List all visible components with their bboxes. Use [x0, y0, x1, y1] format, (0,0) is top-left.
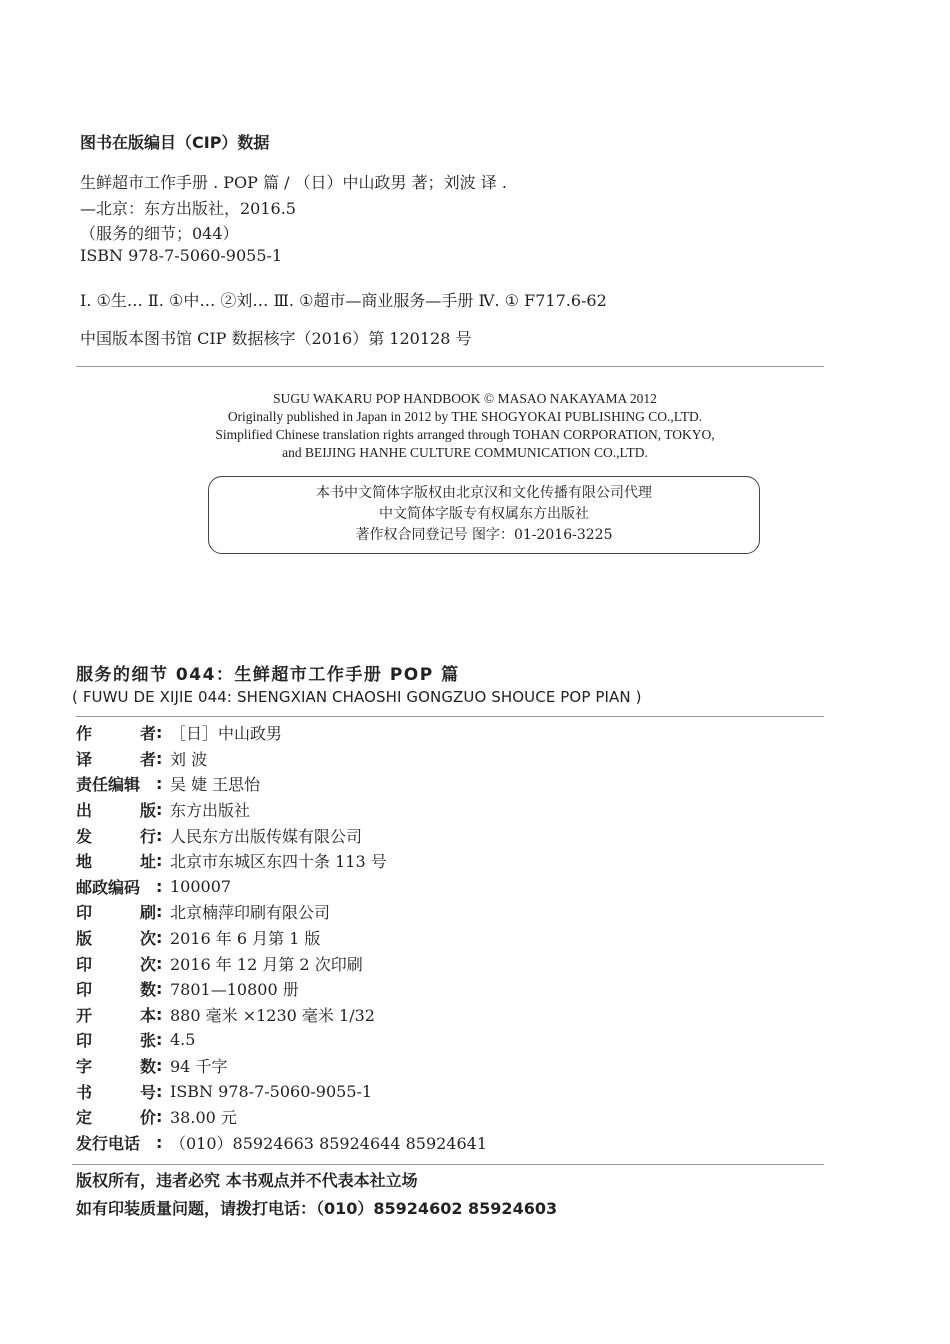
spec-label-char: 数	[139, 980, 156, 1000]
spec-label-char: 次	[139, 954, 156, 974]
rights-box	[208, 476, 760, 554]
cip-line: （服务的细节；044）	[80, 224, 239, 243]
cip-heading: 图书在版编目（CIP）数据	[80, 133, 270, 152]
spec-value: 刘 波	[170, 749, 208, 769]
spec-value: 100007	[170, 876, 232, 896]
rights-line: 著作权合同登记号 图字：01-2016-3225	[355, 527, 613, 543]
spec-value: 2016 年 6 月第 1 版	[170, 929, 321, 949]
spec-label	[76, 926, 156, 949]
copyright-english	[170, 390, 760, 462]
spec-row: 书 号 : ISBN 978-7-5060-9055-1	[76, 1081, 373, 1102]
divider	[72, 1164, 824, 1165]
spec-row: 开 本 : 880 毫米 ×1230 毫米 1/32	[76, 1004, 375, 1025]
spec-label-char: 开	[76, 1005, 93, 1025]
spec-value: （010）85924663 85924644 85924641	[170, 1133, 488, 1153]
spec-label-char: 版	[139, 801, 156, 821]
spec-value: 吴 婕 王思怡	[170, 775, 261, 795]
spec-label-char: 刷	[139, 903, 156, 923]
spec-row: 印 刷 : 北京楠萍印刷有限公司	[76, 902, 331, 923]
spec-value: 2016 年 12 月第 2 次印刷	[170, 954, 363, 974]
spec-label-char: 者	[139, 749, 156, 769]
spec-label-char: 号	[139, 1082, 156, 1102]
spec-label	[76, 1105, 156, 1128]
spec-label	[76, 1003, 156, 1026]
book-title: 服务的细节 044：生鲜超市工作手册 POP 篇	[76, 665, 460, 685]
spec-label	[76, 721, 156, 744]
spec-label-char: 次	[139, 929, 156, 949]
spec-row: 印 张 : 4.5	[76, 1030, 196, 1051]
divider	[76, 716, 824, 717]
spec-label-char: 书	[76, 1082, 93, 1102]
spec-label	[76, 1054, 156, 1077]
spec-label-char: 行	[139, 826, 156, 846]
spec-row: 责任编辑 : 吴 婕 王思怡	[76, 774, 261, 795]
spec-label	[76, 900, 156, 923]
spec-label: 发行电话	[76, 1133, 141, 1153]
spec-label	[76, 1080, 156, 1103]
notice-rights: 版权所有，违者必究 本书观点并不代表本社立场	[76, 1171, 418, 1190]
spec-value: 北京楠萍印刷有限公司	[170, 903, 331, 923]
rights-line: 中文简体字版专有权属东方出版社	[379, 506, 589, 522]
cip-line: 生鲜超市工作手册 . POP 篇 / （日）中山政男 著；刘波 译 .	[80, 173, 507, 192]
notice-quality: 如有印装质量问题，请拨打电话：（010）85924602 85924603	[76, 1199, 558, 1218]
spec-label-char: 地	[76, 852, 93, 872]
spec-value: 东方出版社	[170, 801, 251, 821]
spec-label	[76, 1028, 156, 1051]
cip-line: —北京：东方出版社，2016.5	[80, 199, 296, 218]
spec-label-char: 印	[76, 980, 93, 1000]
spec-row: 地 址 : 北京市东城区东四十条 113 号	[76, 851, 387, 872]
spec-label: 邮政编码	[76, 877, 141, 897]
spec-row: 发 行 : 人民东方出版传媒有限公司	[76, 825, 363, 846]
spec-label	[76, 747, 156, 770]
spec-label: 责任编辑	[76, 775, 141, 795]
spec-label-char: 作	[76, 724, 93, 744]
spec-label-char: 者	[139, 724, 156, 744]
spec-label	[76, 977, 156, 1000]
spec-label	[76, 824, 156, 847]
spec-value: 7801—10800 册	[170, 980, 299, 1000]
spec-value: ［日］中山政男	[170, 724, 283, 744]
spec-label-char: 字	[76, 1057, 93, 1077]
spec-value: 38.00 元	[170, 1108, 237, 1128]
book-pinyin: ( FUWU DE XIJIE 044: SHENGXIAN CHAOSHI GONGZUO SHOUCE POP PIAN )	[72, 688, 642, 706]
cip-classification: Ⅰ. ①生… Ⅱ. ①中… ②刘… Ⅲ. ①超市—商业服务—手册 Ⅳ. ① F717.6-62	[80, 291, 607, 310]
spec-row: 出 版 : 东方出版社	[76, 800, 251, 821]
spec-row: 定 价 : 38.00 元	[76, 1107, 237, 1128]
spec-row: 邮政编码 : 100007	[76, 876, 232, 897]
spec-label-char: 定	[76, 1108, 93, 1128]
publication-specs	[76, 720, 487, 1155]
spec-label-char: 发	[76, 826, 93, 846]
spec-label-char: 印	[76, 954, 93, 974]
spec-row: 版 次 : 2016 年 6 月第 1 版	[76, 928, 321, 949]
spec-label-char: 张	[139, 1031, 156, 1051]
cip-line: ISBN 978-7-5060-9055-1	[80, 246, 283, 265]
spec-label	[76, 849, 156, 872]
spec-value: 94 千字	[170, 1057, 228, 1077]
spec-label	[76, 952, 156, 975]
spec-row: 字 数 : 94 千字	[76, 1056, 228, 1077]
spec-label-char: 印	[76, 903, 93, 923]
spec-label-char: 出	[76, 801, 93, 821]
spec-label	[76, 798, 156, 821]
rights-line: 本书中文简体字版权由北京汉和文化传播有限公司代理	[316, 485, 652, 501]
spec-label-char: 印	[76, 1031, 93, 1051]
spec-row: 发行电话 : （010）85924663 85924644 85924641	[76, 1132, 488, 1153]
cip-number: 中国版本图书馆 CIP 数据核字（2016）第 120128 号	[80, 329, 472, 348]
spec-row: 译 者 : 刘 波	[76, 748, 208, 769]
spec-value: 880 毫米 ×1230 毫米 1/32	[170, 1005, 375, 1025]
spec-value: 人民东方出版传媒有限公司	[170, 826, 363, 846]
spec-row: 印 次 : 2016 年 12 月第 2 次印刷	[76, 953, 363, 974]
spec-label-char: 本	[139, 1005, 156, 1025]
spec-row: 作 者 : ［日］中山政男	[76, 723, 283, 744]
spec-label-char: 数	[139, 1057, 156, 1077]
copyright-line: Simplified Chinese translation rights arranged through TOHAN CORPORATION, TOKYO,	[215, 427, 715, 442]
copyright-line: SUGU WAKARU POP HANDBOOK © MASAO NAKAYAMA 2012	[273, 391, 657, 406]
copyright-line: Originally published in Japan in 2012 by THE SHOGYOKAI PUBLISHING CO.,LTD.	[227, 409, 703, 424]
divider	[76, 366, 824, 367]
spec-label-char: 译	[76, 749, 93, 769]
spec-label-char: 版	[76, 929, 93, 949]
spec-value: 北京市东城区东四十条 113 号	[170, 852, 387, 872]
spec-row: 印 数 : 7801—10800 册	[76, 979, 299, 1000]
spec-label-char: 址	[139, 852, 156, 872]
spec-label-char: 价	[139, 1108, 156, 1128]
spec-value: ISBN 978-7-5060-9055-1	[170, 1081, 373, 1101]
copyright-line: and BEIJING HANHE CULTURE COMMUNICATION CO.,LTD.	[282, 445, 648, 460]
spec-value: 4.5	[170, 1030, 196, 1050]
